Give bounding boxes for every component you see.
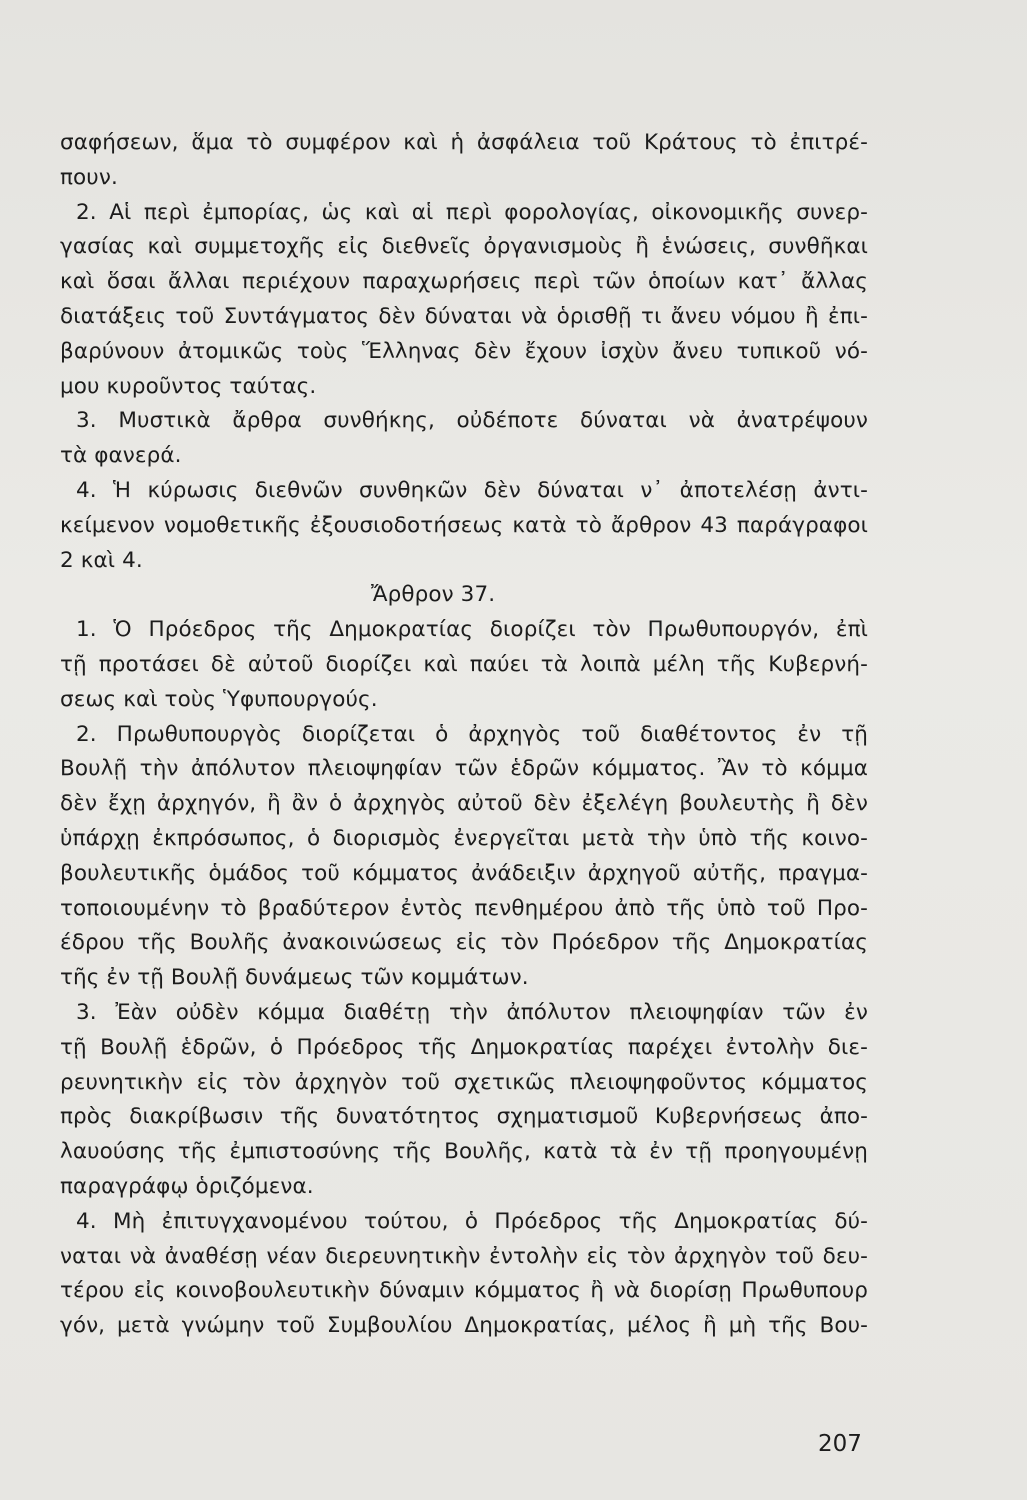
text-line: 4. Μὴ ἐπιτυγχανομένου τούτου, ὁ Πρόεδρος τῆς Δημοκρατίας δύ- (76, 1208, 868, 1234)
text-line: τέρου εἰς κοινοβουλευτικὴν δύναμιν κόμματος ἢ νὰ διορίσῃ Πρωθυπουρ (60, 1278, 868, 1304)
text-line: τῇ Βουλῇ ἑδρῶν, ὁ Πρόεδρος τῆς Δημοκρατίας παρέχει ἐντολὴν διε- (60, 1034, 868, 1060)
text-line: μου κυροῦντος ταύτας. (60, 373, 317, 399)
text-line: 3. Ἐὰν οὐδὲν κόμμα διαθέτῃ τὴν ἀπόλυτον πλειοψηφίαν τῶν ἐν (76, 999, 868, 1025)
text-line: λαυούσης τῆς ἐμπιστοσύνης τῆς Βουλῆς, κατὰ τὰ ἐν τῇ προηγουμένῃ (60, 1139, 868, 1165)
text-line: βαρύνουν ἀτομικῶς τοὺς Ἕλληνας δὲν ἔχουν ἰσχὺν ἄνευ τυπικοῦ νό- (60, 338, 868, 364)
text-line: πρὸς διακρίβωσιν τῆς δυνατότητος σχηματισμοῦ Κυβερνήσεως ἀπο- (60, 1104, 868, 1130)
text-line: γασίας καὶ συμμετοχῆς εἰς διεθνεῖς ὀργανισμοὺς ἢ ἑνώσεις, συνθῆκαι (60, 234, 868, 260)
text-line: καὶ ὅσαι ἄλλαι περιέχουν παραχωρήσεις περὶ τῶν ὁποίων κατ᾽ ἄλλας (60, 269, 868, 295)
text-line: τοποιουμένην τὸ βραδύτερον ἐντὸς πενθημέρου ἀπὸ τῆς ὑπὸ τοῦ Προ- (60, 895, 868, 921)
text-line: σεως καὶ τοὺς Ὑφυπουργούς. (60, 686, 378, 712)
text-line: διατάξεις τοῦ Συντάγματος δὲν δύναται νὰ ὁρισθῇ τι ἄνευ νόμου ἢ ἐπι- (60, 303, 868, 329)
text-line: έδρου τῆς Βουλῆς ἀνακοινώσεως εἰς τὸν Πρόεδρον τῆς Δημοκρατίας (60, 930, 868, 956)
text-line: 3. Μυστικὰ ἄρθρα συνθήκης, οὐδέποτε δύναται νὰ ἀνατρέψουν (76, 408, 868, 434)
page-body-text (60, 126, 868, 1344)
text-line: τῇ προτάσει δὲ αὐτοῦ διορίζει καὶ παύει τὰ λοιπὰ μέλη τῆς Κυβερνή- (60, 651, 868, 677)
text-line: παραγράφῳ ὁριζόμενα. (60, 1173, 314, 1199)
article-heading: Ἄρθρον 37. (371, 582, 496, 608)
text-line: 2 καὶ 4. (60, 547, 143, 573)
text-line: κείμενον νομοθετικῆς ἐξουσιοδοτήσεως κατὰ τὸ ἄρθρον 43 παράγραφοι (60, 512, 868, 538)
text-line: ρευνητικὴν εἰς τὸν ἀρχηγὸν τοῦ σχετικῶς πλειοψηφοῦντος κόμματος (60, 1069, 868, 1095)
text-line: Βουλῇ τὴν ἀπόλυτον πλειοψηφίαν τῶν ἑδρῶν κόμματος. Ἂν τὸ κόμμα (60, 756, 868, 782)
text-line: ναται νὰ ἀναθέσῃ νέαν διερευνητικὴν ἐντολὴν εἰς τὸν ἀρχηγὸν τοῦ δευ- (60, 1243, 868, 1269)
text-line: 2. Αἱ περὶ ἐμπορίας, ὡς καὶ αἱ περὶ φορολογίας, οἰκονομικῆς συνερ- (76, 199, 868, 225)
text-line: 2. Πρωθυπουργὸς διορίζεται ὁ ἀρχηγὸς τοῦ διαθέτοντος ἐν τῇ (76, 721, 868, 747)
text-line: 4. Ἡ κύρωσις διεθνῶν συνθηκῶν δὲν δύναται ν᾽ ἀποτελέσῃ ἀντι- (76, 477, 868, 503)
page-number: 207 (818, 1431, 862, 1457)
text-line: δὲν ἔχῃ ἀρχηγόν, ἢ ἂν ὁ ἀρχηγὸς αὐτοῦ δὲν ἐξελέγη βουλευτὴς ἢ δὲν (60, 791, 868, 817)
text-line: βουλευτικῆς ὁμάδος τοῦ κόμματος ἀνάδειξιν ἀρχηγοῦ αὐτῆς, πραγμα- (60, 860, 868, 886)
text-line: σαφήσεων, ἅμα τὸ συμφέρον καὶ ἡ ἀσφάλεια τοῦ Κράτους τὸ ἐπιτρέ- (60, 130, 868, 155)
text-line: πουν. (60, 164, 118, 190)
text-line: τῆς ἐν τῇ Βουλῇ δυνάμεως τῶν κομμάτων. (60, 965, 529, 991)
text-line: ὑπάρχῃ ἐκπρόσωπος, ὁ διορισμὸς ἐνεργεῖται μετὰ τὴν ὑπὸ τῆς κοινο- (60, 825, 868, 851)
text-line: τὰ φανερά. (60, 443, 182, 469)
text-line: 1. Ὁ Πρόεδρος τῆς Δημοκρατίας διορίζει τὸν Πρωθυπουργόν, ἐπὶ (76, 617, 868, 643)
text-line: γόν, μετὰ γνώμην τοῦ Συμβουλίου Δημοκρατίας, μέλος ἢ μὴ τῆς Βου- (60, 1313, 868, 1339)
